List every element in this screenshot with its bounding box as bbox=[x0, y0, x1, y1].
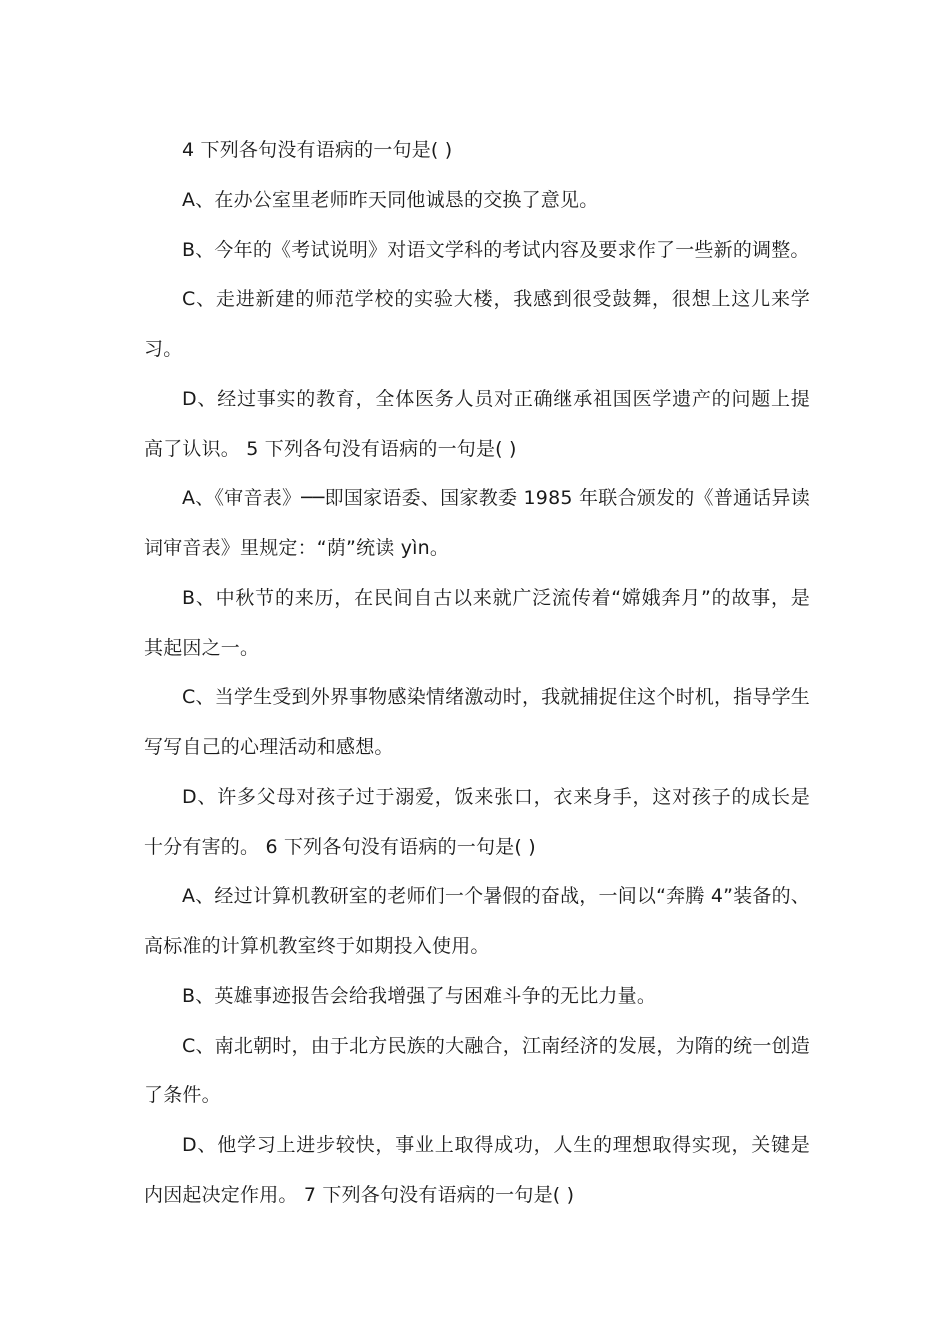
question-4-option-b: B、今年的《考试说明》对语文学科的考试内容及要求作了一些新的调整。 bbox=[182, 238, 810, 261]
question-5-option-b: B、中秋节的来历，在民间自古以来就广泛流传着“嫦娥奔月”的故事，是其起因之一。 bbox=[144, 586, 810, 659]
question-6-option-c: C、南北朝时，由于北方民族的大融合，江南经济的发展，为隋的统一创造了条件。 bbox=[144, 1034, 810, 1107]
question-4-option-c: C、走进新建的师范学校的实验大楼，我感到很受鼓舞，很想上这儿来学习。 bbox=[144, 288, 810, 360]
question-4-stem: 4 下列各句没有语病的一句是( ) bbox=[182, 139, 453, 161]
question-5-option-d: D、许多父母对孩子过于溺爱，饭来张口，衣来身手，这对孩子的成长是十分有害的。 6 下列各句没有语病的一句是( ) bbox=[144, 785, 810, 858]
document-body bbox=[144, 126, 810, 1221]
question-4-option-a: A、在办公室里老师昨天同他诚恳的交换了意见。 bbox=[182, 188, 599, 211]
question-6-option-d: D、他学习上进步较快，事业上取得成功，人生的理想取得实现，关键是内因起决定作用。 7 下列各句没有语病的一句是( ) bbox=[144, 1134, 810, 1206]
question-5-option-a: A、《审音表》──即国家语委、国家教委 1985 年联合颁发的《普通话异读词审音表》里规定：“荫”统读 yìn。 bbox=[144, 487, 810, 559]
question-6-option-a: A、经过计算机教研室的老师们一个暑假的奋战，一间以“奔腾 4”装备的、高标准的计算机教室终于如期投入使用。 bbox=[144, 885, 810, 957]
question-4-option-d: D、经过事实的教育，全体医务人员对正确继承祖国医学遗产的问题上提高了认识。 5 下列各句没有语病的一句是( ) bbox=[144, 387, 810, 460]
question-6-option-b: B、英雄事迹报告会给我增强了与困难斗争的无比力量。 bbox=[182, 984, 657, 1007]
question-5-option-c: C、当学生受到外界事物感染情绪激动时，我就捕捉住这个时机，指导学生写写自己的心理活动和感想。 bbox=[144, 686, 810, 758]
